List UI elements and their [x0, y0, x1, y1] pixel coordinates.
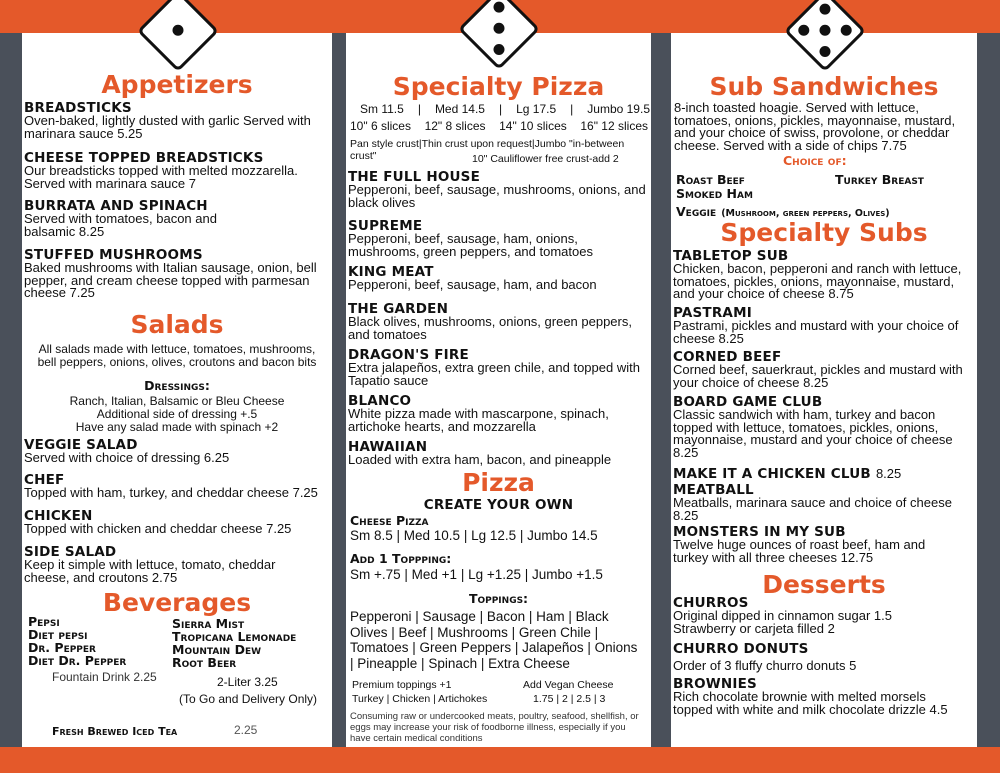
menu-item: [24, 101, 330, 140]
menu-item: [24, 151, 330, 190]
item-desc: Pepperoni, beef, sausage, ham, and bacon: [348, 277, 597, 292]
menu-item: [24, 473, 330, 500]
item-desc: Corned beef, sauerkraut, pickles and mustard with your choice of cheese 8.25: [673, 362, 963, 390]
menu-item: [24, 199, 242, 238]
item-desc: Pepperoni, beef, sausage, mushrooms, onions, and black olives: [348, 182, 646, 210]
soda-list-2: [172, 617, 296, 669]
item-desc: White pizza made with mascarpone, spinach, artichoke hearts, and mozzarella: [348, 406, 609, 434]
menu-item: [673, 525, 957, 564]
item-desc: Keep it simple with lettuce, tomato, cheddar cheese, and croutons 2.75: [24, 557, 276, 585]
item-name: BLANCO: [348, 393, 412, 409]
item-desc: Topped with ham, turkey, and cheddar cheese 7.25: [24, 485, 318, 500]
appetizers-heading: Appetizers: [101, 70, 253, 99]
item-name: TABLETOP SUB: [673, 248, 789, 264]
desserts-heading: Desserts: [762, 570, 886, 599]
bottom-banner: [0, 747, 1000, 773]
pizza-heading: Pizza: [462, 468, 535, 497]
item-desc: Original dipped in cinnamon sugar 1.5 Strawberry or carjeta filled 2: [673, 608, 892, 636]
size: Sm 11.5: [360, 102, 404, 116]
item-name: DRAGON'S FIRE: [348, 347, 469, 363]
specialty-subs-heading: Specialty Subs: [720, 218, 928, 247]
soda: Diet Dr. Pepper: [28, 653, 127, 668]
size: Med 14.5: [434, 102, 485, 116]
item-desc: Rich chocolate brownie with melted morsels topped with white and milk chocolate drizzle 4.5: [673, 689, 948, 717]
menu-item: [24, 509, 330, 536]
item-desc: Order of 3 fluffy churro donuts 5: [673, 658, 857, 673]
veggie-note: (Mushroom, green peppers, Olives): [721, 208, 890, 219]
cauliflower-note: 10" Cauliflower free crust-add 2: [472, 153, 619, 165]
item-name: THE FULL HOUSE: [348, 169, 480, 185]
specialty-pizza-heading: Specialty Pizza: [392, 72, 605, 101]
soda: Sierra Mist: [172, 616, 245, 631]
salads-intro: All salads made with lettuce, tomatoes, mushrooms, bell peppers, onions, olives, croutons and bacon bits: [37, 342, 317, 369]
food-warning: Consuming raw or undercooked meats, poultry, seafood, shellfish, or eggs may increase your risk of foodborne illness, especially if you have certain medical conditions: [350, 711, 639, 744]
cheese-pizza-label: Cheese Pizza: [350, 513, 429, 528]
iced-tea-price: 2.25: [234, 723, 258, 737]
menu-item: [24, 438, 330, 465]
subs-heading: Sub Sandwiches: [709, 72, 939, 101]
item-name: CHURRO DONUTS: [673, 641, 809, 657]
slices: 10" 6 slices: [350, 119, 411, 133]
dressing-line: Ranch, Italian, Balsamic or Bleu Cheese: [69, 394, 285, 408]
crust-note: Pan style crust|Thin crust upon request|Jumbo "in-between crust": [350, 138, 625, 162]
item-desc: Extra jalapeños, extra green chile, and topped with Tapatio sauce: [348, 360, 640, 388]
item-name: MONSTERS IN MY SUB: [673, 524, 846, 540]
soda: Mountain Dew: [172, 642, 262, 657]
menu-item: [673, 395, 975, 459]
menu-item: [673, 306, 975, 345]
item-desc: Black olives, mushrooms, onions, green peppers, and tomatoes: [348, 314, 632, 342]
menu-item: [348, 440, 649, 467]
item-name: VEGGIE SALAD: [24, 437, 138, 453]
menu-item: [24, 248, 330, 300]
menu-item: [348, 265, 649, 292]
item-desc: 8.25: [875, 466, 902, 481]
item-name: CHEESE TOPPED BREADSTICKS: [24, 150, 264, 166]
size-row: Sm 11.5 | Med 14.5 | Lg 17.5 | Jumbo 19.5: [360, 102, 650, 116]
menu-item: [348, 302, 649, 341]
menu-item: [24, 545, 302, 584]
item-desc: Chicken, bacon, pepperoni and ranch with lettuce, tomatoes, pickles, onions, mayonnaise, mustard, and your choice of cheese 8.75: [673, 261, 962, 301]
soda: Tropicana Lemonade: [172, 629, 297, 644]
menu-item: [673, 483, 975, 522]
create-your-own: CREATE YOUR OWN: [423, 497, 574, 513]
toppings-list: Pepperoni | Sausage | Bacon | Ham | Black Olives | Beef | Mushrooms | Green Chile | Tomatoes | Green Peppers | Jalapeños | Onions | Pineapple | Spinach | Extra Cheese: [350, 609, 638, 671]
menu-item: [673, 249, 975, 301]
item-name: BROWNIES: [673, 676, 757, 692]
item-desc: Pastrami, pickles and mustard with your choice of cheese 8.25: [673, 318, 959, 346]
item-desc: Pepperoni, beef, sausage, ham, onions, mushrooms, green peppers, and tomatoes: [348, 231, 593, 259]
menu-item: [673, 463, 975, 482]
item-name: THE GARDEN: [348, 301, 449, 317]
item-name: HAWAIIAN: [348, 439, 428, 455]
item-name: CORNED BEEF: [673, 349, 782, 365]
beverages-heading: Beverages: [102, 588, 252, 617]
item-name: STUFFED MUSHROOMS: [24, 247, 203, 263]
toppings-title: Toppings:: [468, 591, 529, 606]
menu-item: [348, 394, 649, 433]
dressing-line: Additional side of dressing +.5: [96, 407, 258, 421]
size: Lg 17.5: [516, 102, 557, 116]
dressing-line: Have any salad made with spinach +2: [75, 420, 279, 434]
item-name: BOARD GAME CLUB: [673, 394, 823, 410]
cheese-pizza-prices: Sm 8.5 | Med 10.5 | Lg 12.5 | Jumbo 14.5: [350, 528, 598, 543]
item-desc: Served with choice of dressing 6.25: [24, 450, 230, 465]
item-name: CHICKEN: [24, 508, 93, 524]
item-desc: Twelve huge ounces of roast beef, ham and turkey with all three cheeses 12.75: [673, 537, 926, 565]
menu-item: [348, 348, 649, 387]
item-name: SUPREME: [348, 218, 423, 234]
vegan-prices: 1.75 | 2 | 2.5 | 3: [533, 693, 606, 705]
item-name: MEATBALL: [673, 482, 754, 498]
soda: Dr. Pepper: [28, 640, 96, 655]
item-desc: Our breadsticks topped with melted mozzarella. Served with marinara sauce 7: [24, 163, 298, 191]
vegan-cheese: Add Vegan Cheese: [523, 679, 614, 691]
item-name: KING MEAT: [348, 264, 434, 280]
middle-panel: [346, 33, 651, 747]
two-liter: 2-Liter 3.25: [217, 675, 278, 689]
soda: Pepsi: [28, 614, 60, 629]
menu-item: [673, 596, 897, 635]
soda-list-1: [28, 615, 126, 667]
item-name: MAKE IT A CHICKEN CLUB: [673, 466, 871, 482]
premium-toppings: Premium toppings +1: [352, 679, 452, 691]
menu-item: [673, 350, 975, 389]
item-name: SIDE SALAD: [24, 544, 117, 560]
subs-intro: 8-inch toasted hoagie. Served with lettuce, tomatoes, onions, pickles, mayonnaise, mustard, and your choice of swiss, provolone, or cheddar cheese. Served with a side of chips 7.75: [674, 100, 956, 153]
soda: Diet pepsi: [28, 627, 88, 642]
item-desc: Oven-baked, lightly dusted with garlic Served with marinara sauce 5.25: [24, 113, 311, 141]
add-topping-prices: Sm +.75 | Med +1 | Lg +1.25 | Jumbo +1.5: [350, 567, 603, 582]
item-desc: Served with tomatoes, bacon and balsamic 8.25: [24, 211, 217, 239]
item-name: CHURROS: [673, 595, 749, 611]
salads-heading: Salads: [130, 310, 224, 339]
slices: 16" 12 slices: [580, 119, 648, 133]
soda: Root Beer: [172, 655, 237, 670]
menu-item: [673, 642, 975, 673]
choice: Smoked Ham: [676, 186, 753, 201]
menu-item: [348, 219, 649, 258]
slices-row: [350, 120, 648, 133]
fountain-drink: Fountain Drink 2.25: [52, 670, 157, 684]
menu-item: [348, 170, 649, 209]
item-desc: Baked mushrooms with Italian sausage, onion, bell pepper, and cream cheese topped with parmesan cheese 7.25: [24, 260, 317, 300]
iced-tea: Fresh Brewed Iced Tea: [52, 725, 178, 738]
item-name: BURRATA AND SPINACH: [24, 198, 208, 214]
menu-item: [673, 677, 957, 716]
add-topping-label: Add 1 Toppping:: [350, 551, 452, 566]
item-desc: Loaded with extra ham, bacon, and pineapple: [348, 452, 612, 467]
premium-list: Turkey | Chicken | Artichokes: [352, 693, 488, 705]
dressings-title: Dressings:: [144, 378, 210, 393]
size: Jumbo 19.5: [587, 102, 650, 116]
item-desc: Classic sandwich with ham, turkey and bacon topped with lettuce, tomatoes, pickles, onions, mayonnaise, mustard and your choice of cheese 8.25: [673, 407, 953, 460]
choice-title: Choice of:: [783, 153, 847, 168]
item-name: PASTRAMI: [673, 305, 752, 321]
item-name: BREADSTICKS: [24, 100, 132, 116]
item-desc: Topped with chicken and cheddar cheese 7.25: [24, 521, 292, 536]
left-panel: [22, 33, 332, 747]
choice: Roast Beef: [676, 172, 745, 187]
veggie-label: Veggie: [676, 204, 717, 219]
item-name: CHEF: [24, 472, 65, 488]
right-panel: [671, 33, 977, 747]
slices: 12" 8 slices: [424, 119, 486, 133]
choice: Turkey Breast: [835, 172, 924, 187]
two-liter-note: (To Go and Delivery Only): [179, 692, 318, 706]
slices: 14" 10 slices: [499, 119, 567, 133]
item-desc: Meatballs, marinara sauce and choice of cheese 8.25: [673, 495, 952, 523]
